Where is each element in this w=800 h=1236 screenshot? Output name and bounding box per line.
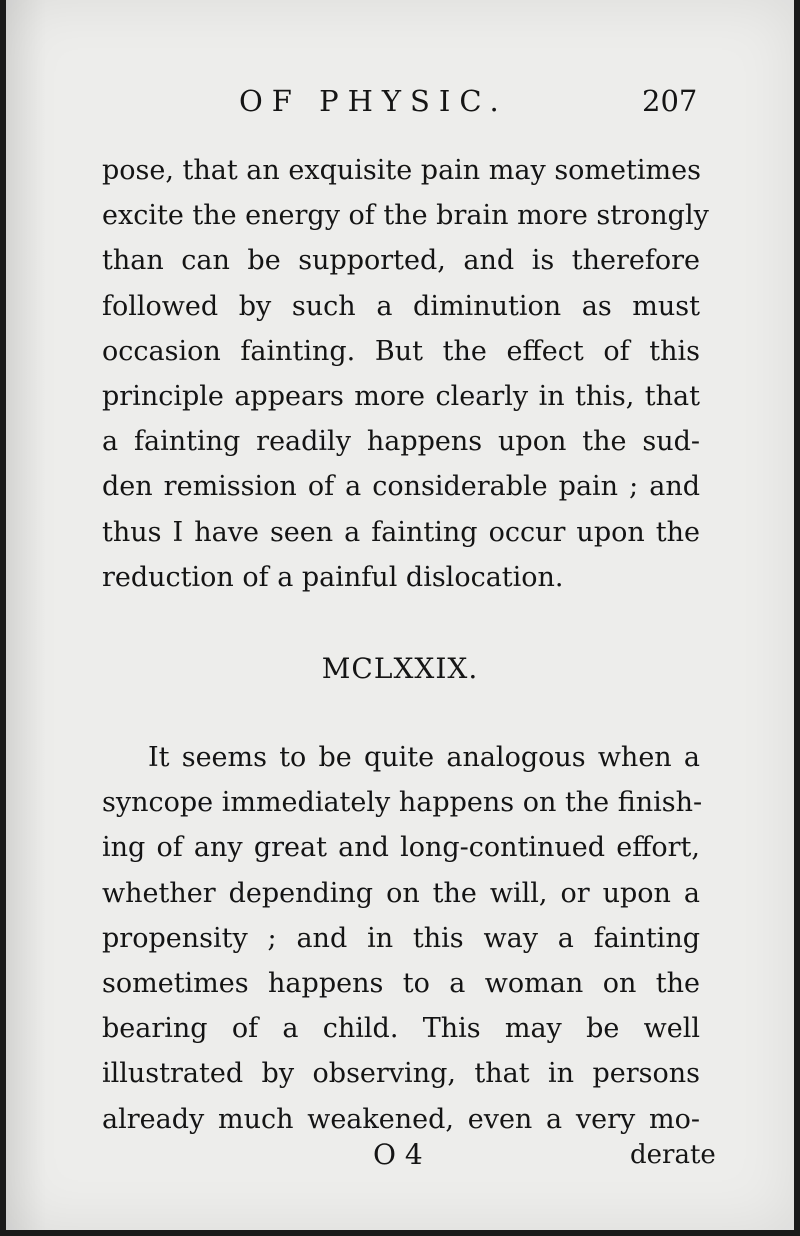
text-line: whether depending on the will, or upon a [102, 877, 700, 909]
text-line: bearing of a child. This may be well [102, 1013, 700, 1045]
text-line: propensity ; and in this way a fainting [102, 922, 700, 954]
text-line: syncope immediately happens on the finish- [102, 787, 703, 819]
text-line: principle appears more clearly in this, that [102, 380, 700, 412]
text-line: pose, that an exquisite pain may sometimes [102, 155, 701, 186]
page-header [6, 84, 794, 134]
paragraph-mclxxix [102, 735, 703, 1142]
text-line: den remission of a considerable pain ; and [102, 471, 700, 503]
running-title: OF PHYSIC. [239, 84, 508, 118]
text-line: a fainting readily happens upon the sud- [102, 426, 700, 458]
text-line: thus I have seen a fainting occur upon the [102, 516, 700, 548]
page-number: 207 [642, 84, 698, 118]
text-line: ing of any great and long-continued effort, [102, 832, 700, 864]
text-line: sometimes happens to a woman on the [102, 967, 700, 999]
text-line: than can be supported, and is therefore [102, 245, 700, 277]
signature-mark: O 4 [373, 1138, 423, 1171]
section-heading: MCLXXIX. [321, 652, 479, 685]
text-line: excite the energy of the brain more strongly [102, 200, 709, 232]
catchword: derate [630, 1140, 716, 1170]
text-line: reduction of a painful dislocation. [102, 561, 564, 593]
text-line: followed by such a diminution as must [102, 290, 700, 322]
book-page [6, 0, 794, 1230]
paragraph-continued [102, 148, 709, 600]
text-line: already much weakened, even a very mo- [102, 1103, 700, 1135]
text-line: It seems to be quite analogous when a [148, 742, 700, 773]
text-line: occasion fainting. But the effect of this [102, 335, 700, 367]
text-line: illustrated by observing, that in persons [102, 1058, 700, 1090]
